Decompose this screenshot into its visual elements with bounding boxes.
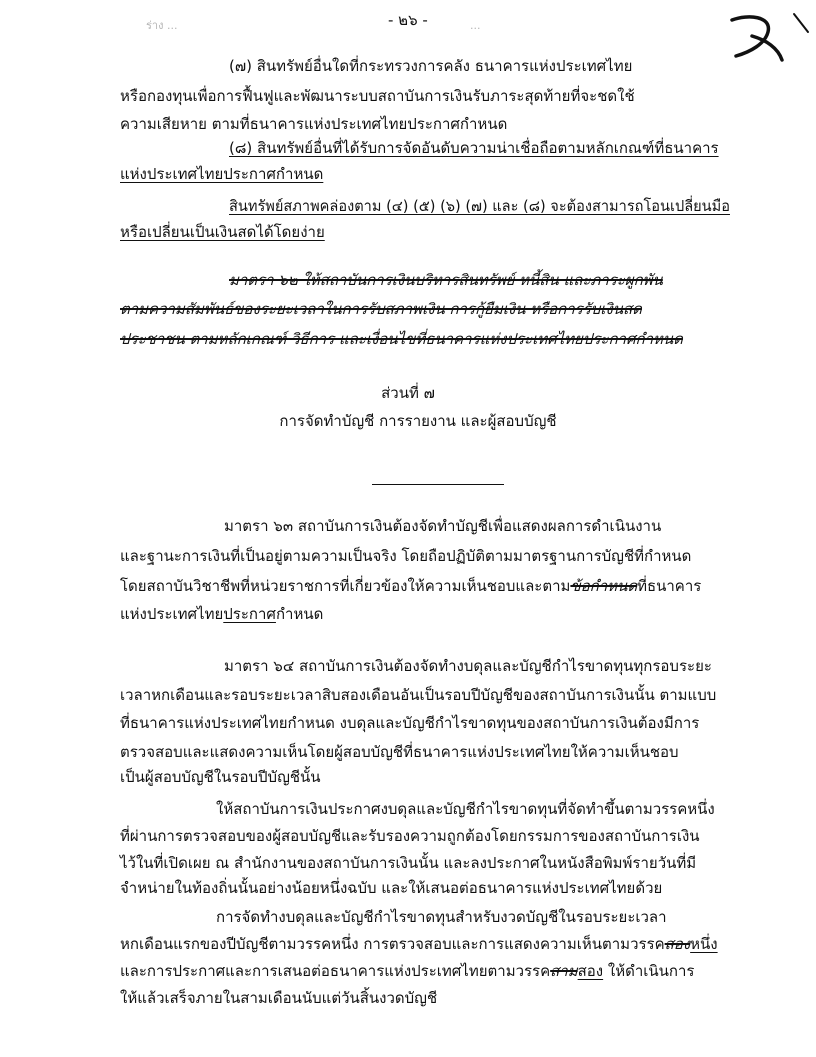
faint-header-left: ร่าง ... [146,19,178,32]
part-heading: ส่วนที่ ๗ [381,384,435,402]
struck-text-segment: สอง [664,935,691,953]
struck-text-line: ประชาชน ตามหลักเกณฑ์ วิธีการ และเงื่อนไขที่ธนาคารแห่งประเทศไทยประกาศกำหนด [120,330,683,348]
text-segment: ที่ธนาคาร [637,577,702,595]
inserted-text-line: (๘) สินทรัพย์อื่นที่ได้รับการจัดอันดับความน่าเชื่อถือตามหลักเกณฑ์ที่ธนาคาร [229,139,719,157]
inserted-text-segment: สอง [577,962,604,980]
text-line: การจัดทำงบดุลและบัญชีกำไรขาดทุนสำหรับงวดบัญชีในรอบระยะเวลา [216,908,667,926]
text-line [120,934,718,954]
text-segment: หกเดือนแรกของปีบัญชีตามวรรคหนึ่ง การตรวจสอบและการแสดงความเห็นตามวรรค [120,935,665,953]
text-segment: ให้ดำเนินการ [603,962,695,980]
inserted-text-line: สินทรัพย์สภาพคล่องตาม (๔) (๕) (๖) (๗) และ (๘) จะต้องสามารถโอนเปลี่ยนมือ [229,197,730,215]
struck-text-line: มาตรา ๖๒ ให้สถาบันการเงินบริหารสินทรัพย์ หนี้สิน และภาระผูกพัน [229,271,663,289]
text-line: ให้สถาบันการเงินประกาศงบดุลและบัญชีกำไรขาดทุนที่จัดทำขึ้นตามวรรคหนึ่ง [216,800,715,818]
text-line: ที่ผ่านการตรวจสอบของผู้สอบบัญชีและรับรองความถูกต้องโดยกรรมการของสถาบันการเงิน [120,827,700,845]
part-title: การจัดทำบัญชี การรายงาน และผู้สอบบัญชี [279,412,557,430]
text-line: เวลาหกเดือนและรอบระยะเวลาสิบสองเดือนอันเป็นรอบปีบัญชีของสถาบันการเงินนั้น ตามแบบ [120,686,717,704]
text-segment: กำหนด [275,605,324,623]
struck-text-line: ตามความสัมพันธ์ของระยะเวลาในการรับสภาพเงิน การกู้ยืมเงิน หรือการรับเงินสด [120,300,642,318]
text-line: ให้แล้วเสร็จภายในสามเดือนนับแต่วันสิ้นงวดบัญชี [120,989,438,1007]
text-line: ความเสียหาย ตามที่ธนาคารแห่งประเทศไทยประกาศกำหนด [120,115,508,133]
text-line [120,604,323,624]
page-number: - ๒๖ - [388,11,428,29]
text-line: มาตรา ๖๔ สถาบันการเงินต้องจัดทำงบดุลและบัญชีกำไรขาดทุนทุกรอบระยะ [224,657,712,675]
divider [372,484,504,485]
text-line: หรือกองทุนเพื่อการฟื้นฟูและพัฒนาระบบสถาบันการเงินรับภาระสุดท้ายที่จะชดใช้ [120,87,635,105]
struck-text-segment: ข้อกำหนด [570,577,638,595]
text-line: จำหน่ายในท้องถิ่นนั้นอย่างน้อยหนึ่งฉบับ และให้เสนอต่อธนาคารแห่งประเทศไทยด้วย [120,879,663,897]
text-line: ตรวจสอบและแสดงความเห็นโดยผู้สอบบัญชีที่ธนาคารแห่งประเทศไทยให้ความเห็นชอบ [120,743,679,761]
struck-text-segment: สาม [550,962,578,980]
text-segment: และการประกาศและการเสนอต่อธนาคารแห่งประเทศไทยตามวรรค [120,962,551,980]
inserted-text-line: หรือเปลี่ยนเป็นเงินสดได้โดยง่าย [120,223,325,241]
text-line [120,576,701,596]
text-line: เป็นผู้สอบบัญชีในรอบปีบัญชีนั้น [120,768,321,786]
text-line: มาตรา ๖๓ สถาบันการเงินต้องจัดทำบัญชีเพื่อแสดงผลการดำเนินงาน [224,517,662,535]
text-line [120,961,694,981]
text-line: และฐานะการเงินที่เป็นอยู่ตามความเป็นจริง โดยถือปฏิบัติตามมาตรฐานการบัญชีที่กำหนด [120,547,692,565]
handwritten-page-mark-icon [722,6,812,64]
inserted-text-segment: หนึ่ง [690,935,718,953]
text-segment: โดยสถาบันวิชาชีพที่หน่วยราชการที่เกี่ยวข้องให้ความเห็นชอบและตาม [120,577,571,595]
text-line: ที่ธนาคารแห่งประเทศไทยกำหนด งบดุลและบัญชีกำไรขาดทุนของสถาบันการเงินต้องมีการ [120,714,700,732]
text-line: ไว้ในที่เปิดเผย ณ สำนักงานของสถาบันการเงินนั้น และลงประกาศในหนังสือพิมพ์รายวันที่มี [120,854,697,872]
inserted-text-segment: ประกาศ [223,605,276,623]
text-line: (๗) สินทรัพย์อื่นใดที่กระทรวงการคลัง ธนาคารแห่งประเทศไทย [229,57,633,75]
inserted-text-line: แห่งประเทศไทยประกาศกำหนด [120,165,324,183]
text-segment: แห่งประเทศไทย [120,605,224,623]
faint-header-right: ... [470,19,481,32]
